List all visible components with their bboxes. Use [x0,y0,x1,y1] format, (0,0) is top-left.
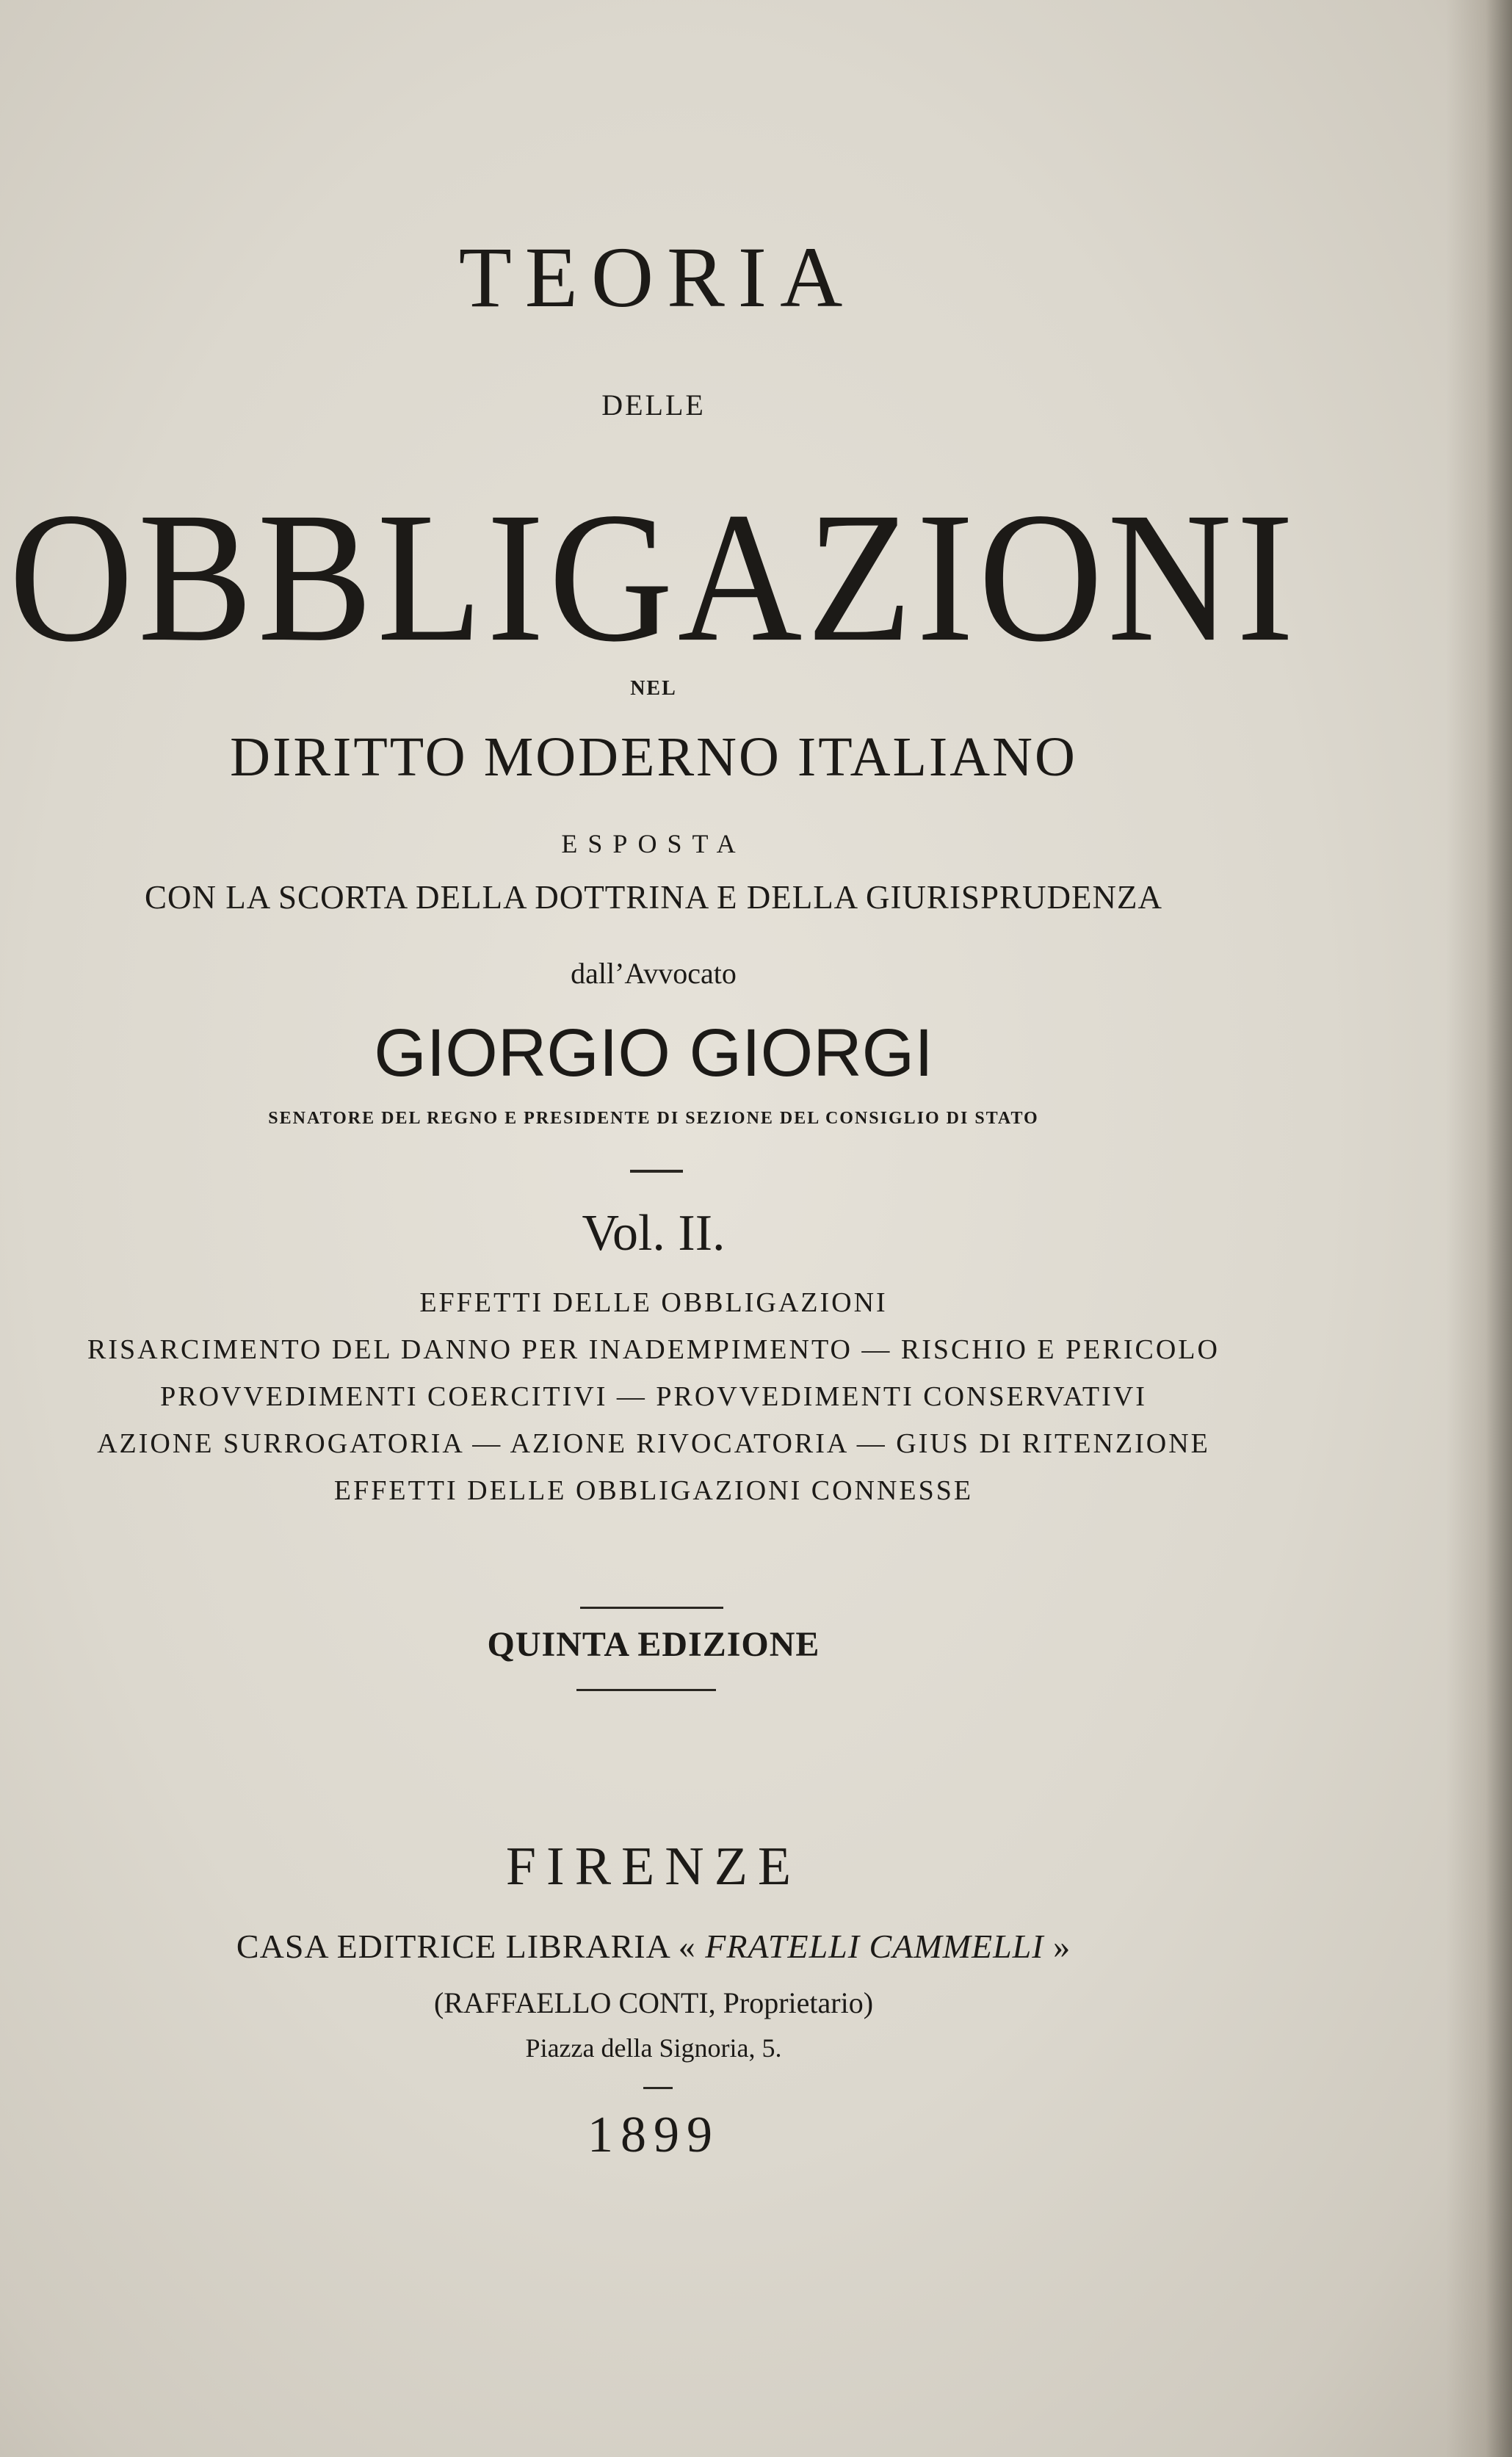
author-title: SENATORE DEL REGNO E PRESIDENTE DI SEZIONE DEL CONSIGLIO DI STATO [268,1109,1039,1128]
edition-rule-top [580,1607,723,1609]
title-line-2: OBBLIGAZIONI [9,474,1298,681]
subtitle: DIRITTO MODERNO ITALIANO [230,726,1077,788]
publisher-suffix: » [1053,1928,1071,1965]
author-name: GIORGIO GIORGI [374,1016,933,1090]
edition-rule-bottom [576,1689,716,1691]
esposta-label: ESPOSTA [561,829,746,858]
publisher-name: FRATELLI CAMMELLI [705,1928,1044,1965]
imprint-year: 1899 [587,2107,720,2163]
publisher-prefix: CASA EDITRICE LIBRARIA « [236,1928,696,1965]
volume-divider [630,1170,683,1173]
imprint-publisher [0,1927,1307,1966]
subject-line: AZIONE SURROGATORIA — AZIONE RIVOCATORIA — GIUS DI RITENZIONE [97,1428,1210,1459]
volume-label: Vol. II. [582,1205,726,1262]
title-nel: NEL [630,677,677,700]
subject-line: EFFETTI DELLE OBBLIGAZIONI [419,1287,888,1318]
subject-line: PROVVEDIMENTI COERCITIVI — PROVVEDIMENTI CONSERVATIVI [160,1381,1147,1412]
year-divider [643,2087,673,2089]
edition-label: QUINTA EDIZIONE [487,1625,820,1664]
subject-line: RISARCIMENTO DEL DANNO PER INADEMPIMENTO — RISCHIO E PERICOLO [87,1334,1220,1365]
by-line: dall’Avvocato [571,957,737,990]
subject-line: EFFETTI DELLE OBBLIGAZIONI CONNESSE [333,1475,974,1506]
title-line-1: TEORIA [458,229,856,325]
imprint-address: Piazza della Signoria, 5. [525,2033,782,2063]
imprint-city: FIRENZE [505,1837,802,1897]
title-connector: DELLE [601,388,706,421]
scorta-line: CON LA SCORTA DELLA DOTTRINA E DELLA GIURISPRUDENZA [145,879,1162,916]
imprint-proprietor: (RAFFAELLO CONTI, Proprietario) [433,1986,874,2019]
